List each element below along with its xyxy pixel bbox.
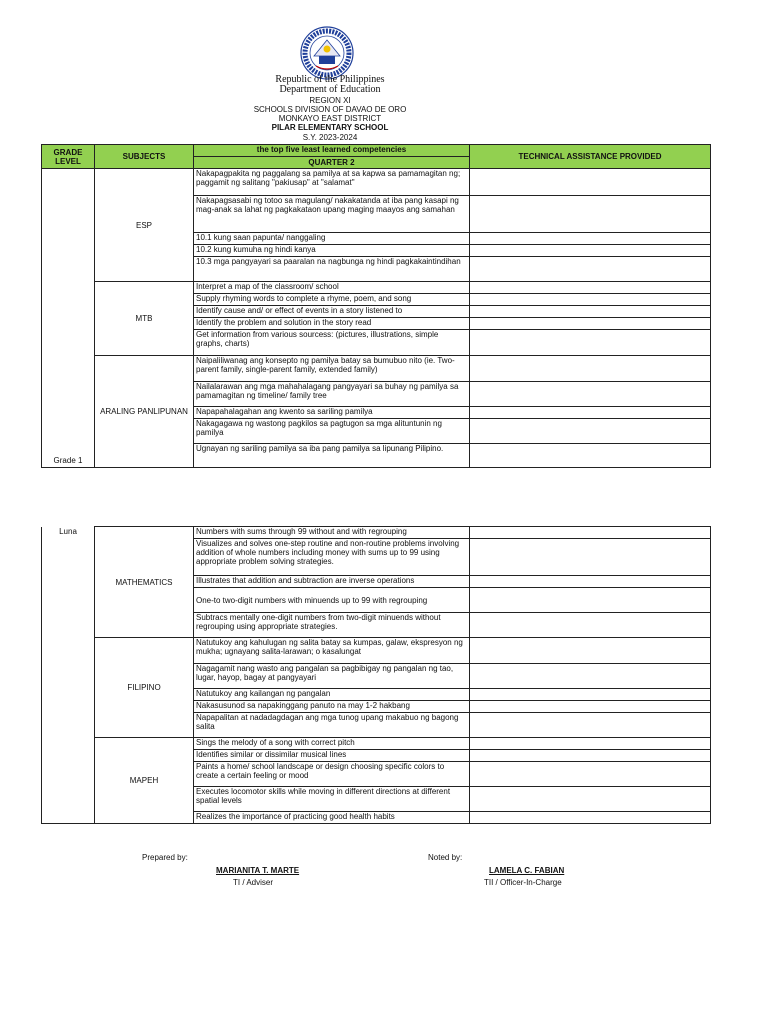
technical-assistance-cell <box>470 419 711 444</box>
technical-assistance-cell <box>470 330 711 356</box>
header-district: MONKAYO EAST DISTRICT <box>278 114 382 123</box>
competency-item: Nagagamit nang wasto ang pangalan sa pagbibigay ng pangalan ng tao, lugar, hayop, bagay at pangyayari <box>194 664 470 689</box>
technical-assistance-cell <box>470 294 711 306</box>
competency-item: Interpret a map of the classroom/ school <box>194 282 470 294</box>
competency-table-page2 <box>41 526 711 824</box>
technical-assistance-cell <box>470 812 711 824</box>
noted-by-label: Noted by: <box>428 853 463 862</box>
technical-assistance-cell <box>470 701 711 713</box>
deped-seal-logo <box>300 26 354 80</box>
header-republic: Republic of the Philippines <box>275 74 385 85</box>
subject-mapeh: MAPEH <box>95 738 194 824</box>
technical-assistance-cell <box>470 576 711 588</box>
technical-assistance-cell <box>470 196 711 233</box>
technical-assistance-cell <box>470 444 711 468</box>
competency-item: 10.3 mga pangyayari sa paaralan na nagbunga ng hindi pagkakaintindihan <box>194 257 470 282</box>
competency-item: Natutukoy ang kailangan ng pangalan <box>194 689 470 701</box>
competency-item: Subtracs mentally one-digit numbers from two-digit minuends without regrouping using appropriate strategies. <box>194 613 470 638</box>
technical-assistance-cell <box>470 257 711 282</box>
technical-assistance-cell <box>470 169 711 196</box>
competency-item: Get information from various sourcess: (pictures, illustrations, simple graphs, charts) <box>194 330 470 356</box>
col-header-grade-level: GRADE LEVEL <box>42 145 95 169</box>
technical-assistance-cell <box>470 318 711 330</box>
competency-item: Numbers with sums through 99 without and with regrouping <box>194 527 470 539</box>
noted-by-name: LAMELA C. FABIAN <box>489 866 565 875</box>
technical-assistance-cell <box>470 245 711 257</box>
subject-mtb: MTB <box>95 282 194 356</box>
competency-item: Supply rhyming words to complete a rhyme, poem, and song <box>194 294 470 306</box>
technical-assistance-cell <box>470 638 711 664</box>
technical-assistance-cell <box>470 356 711 382</box>
technical-assistance-cell <box>470 664 711 689</box>
technical-assistance-cell <box>470 750 711 762</box>
header-school: PILAR ELEMENTARY SCHOOL <box>271 123 389 132</box>
technical-assistance-cell <box>470 762 711 787</box>
header-department: Department of Education <box>279 84 381 95</box>
prepared-by-label: Prepared by: <box>142 853 188 862</box>
prepared-by-name: MARIANITA T. MARTE <box>216 866 300 875</box>
col-header-technical-assistance: TECHNICAL ASSISTANCE PROVIDED <box>470 145 711 169</box>
technical-assistance-cell <box>470 738 711 750</box>
technical-assistance-cell <box>470 787 711 812</box>
technical-assistance-cell <box>470 588 711 613</box>
competency-item: Paints a home/ school landscape or design choosing specific colors to create a certain feeling or mood <box>194 762 470 787</box>
competency-item: One-to two-digit numbers with minuends up to 99 with regrouping <box>194 588 470 613</box>
competency-item: Executes locomotor skills while moving in different directions at different spatial levels <box>194 787 470 812</box>
subject-araling-panlipunan: ARALING PANLIPUNAN <box>95 356 194 468</box>
technical-assistance-cell <box>470 382 711 407</box>
prepared-by-title: TI / Adviser <box>233 878 274 887</box>
competency-item: Identify cause and/ or effect of events in a story listened to <box>194 306 470 318</box>
competency-item: Nailalarawan ang mga mahahalagang pangyayari sa buhay ng pamilya sa pamamagitan ng timeline/ family tree <box>194 382 470 407</box>
competency-table-page1 <box>41 144 711 468</box>
header-division: SCHOOLS DIVISION OF DAVAO DE ORO <box>253 105 407 114</box>
technical-assistance-cell <box>470 527 711 539</box>
competency-item: Nakasusunod sa napakinggang panuto na may 1-2 hakbang <box>194 701 470 713</box>
competency-item: Nakapagpakita ng paggalang sa pamilya at sa kapwa sa pamamagitan ng; paggamit ng salitang "pakiusap" at "salamat" <box>194 169 470 196</box>
subject-filipino: FILIPINO <box>95 638 194 738</box>
competency-item: 10.2 kung kumuha ng hindi kanya <box>194 245 470 257</box>
technical-assistance-cell <box>470 407 711 419</box>
competency-item: Nakagagawa ng wastong pagkilos sa pagtugon sa mga alituntunin ng pamilya <box>194 419 470 444</box>
subject-esp: ESP <box>95 169 194 282</box>
technical-assistance-cell <box>470 539 711 576</box>
technical-assistance-cell <box>470 233 711 245</box>
col-header-competencies: the top five least learned competencies <box>194 145 470 157</box>
competency-item: Identify the problem and solution in the story read <box>194 318 470 330</box>
competency-item: Ugnayan ng sariling pamilya sa iba pang pamilya sa lipunang Pilipino. <box>194 444 470 468</box>
grade-level-cell: Grade 1 <box>42 169 95 468</box>
competency-item: Naipaliliwanag ang konsepto ng pamilya batay sa bumubuo nito (ie. Two-parent family, single-parent family, extended family) <box>194 356 470 382</box>
competency-item: Visualizes and solves one-step routine and non-routine problems involving addition of whole numbers including money with sums up to 99 using appropriate problem solving strategies. <box>194 539 470 576</box>
col-header-subjects: SUBJECTS <box>95 145 194 169</box>
technical-assistance-cell <box>470 713 711 738</box>
competency-item: Natutukoy ang kahulugan ng salita batay sa kumpas, galaw, ekspresyon ng mukha; ugnayang salita-larawan; o kasalungat <box>194 638 470 664</box>
competency-item: 10.1 kung saan papunta/ nanggaling <box>194 233 470 245</box>
subject-mathematics: MATHEMATICS <box>95 527 194 638</box>
competency-item: Realizes the importance of practicing good health habits <box>194 812 470 824</box>
technical-assistance-cell <box>470 689 711 701</box>
competency-item: Napapahalagahan ang kwento sa sariling pamilya <box>194 407 470 419</box>
technical-assistance-cell <box>470 613 711 638</box>
header-school-year: S.Y. 2023-2024 <box>302 133 358 142</box>
technical-assistance-cell <box>470 282 711 294</box>
competency-item: Identifies similar or dissimilar musical lines <box>194 750 470 762</box>
col-header-quarter: QUARTER 2 <box>194 157 470 169</box>
noted-by-title: TII / Officer-In-Charge <box>484 878 562 887</box>
competency-item: Napapalitan at nadadagdagan ang mga tunog upang makabuo ng bagong salita <box>194 713 470 738</box>
grade-section-cell: Luna <box>42 527 95 824</box>
competency-item: Illustrates that addition and subtraction are inverse operations <box>194 576 470 588</box>
technical-assistance-cell <box>470 306 711 318</box>
competency-item: Sings the melody of a song with correct pitch <box>194 738 470 750</box>
competency-item: Nakapagsasabi ng totoo sa magulang/ nakakatanda at iba pang kasapi ng mag-anak sa lahat ng pagkakataon upang maging maayos ang samahan <box>194 196 470 233</box>
header-region: REGION XI <box>309 96 351 105</box>
